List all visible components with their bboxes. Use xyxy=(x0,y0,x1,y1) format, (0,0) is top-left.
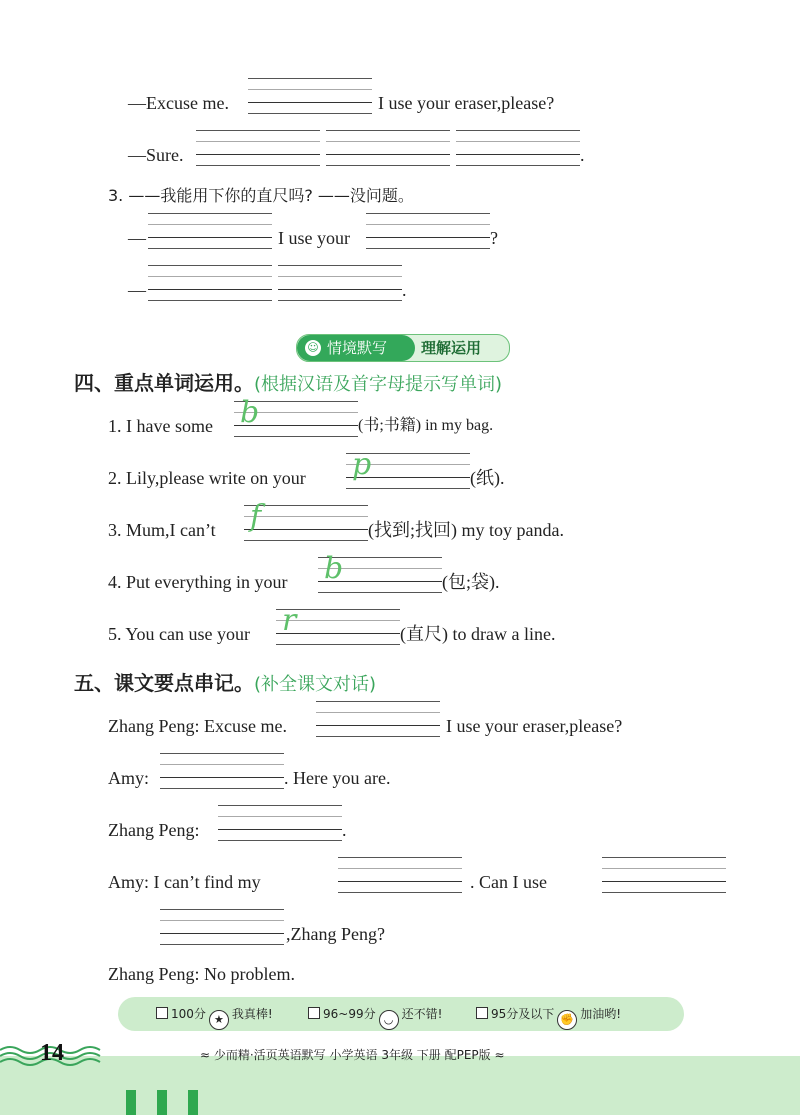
score-96-label: 96~99分 xyxy=(323,1007,376,1021)
s4-item3-before: 3. Mum,I can’t xyxy=(108,520,216,540)
hint-letter: p xyxy=(352,447,372,482)
score-95-text: 加油哟! xyxy=(580,1007,622,1021)
answer-slot[interactable] xyxy=(456,130,580,166)
answer-slot[interactable] xyxy=(278,265,402,301)
period: . xyxy=(580,145,585,165)
ex3-line2-dash: — xyxy=(128,280,146,300)
s5-line1-before: Zhang Peng: Excuse me. xyxy=(108,716,287,736)
s5-line4-mid: . Can I use xyxy=(470,872,547,892)
s5-line6: Zhang Peng: No problem. xyxy=(108,964,295,984)
score-checkbox[interactable] xyxy=(308,1007,320,1019)
s5-line4-before: Amy: I can’t find my xyxy=(108,872,261,892)
s4-item4-after: (包;袋). xyxy=(442,572,500,592)
cheer-face-icon: ✊ xyxy=(557,1010,577,1030)
answer-slot[interactable] xyxy=(148,213,272,249)
page-number: 14 xyxy=(40,1040,64,1066)
answer-slot[interactable] xyxy=(160,909,284,945)
answer-slot[interactable] xyxy=(276,603,400,645)
score-checkbox[interactable] xyxy=(156,1007,168,1019)
footer-band xyxy=(0,1056,800,1115)
answer-slot[interactable] xyxy=(148,265,272,301)
decorative-bar xyxy=(157,1090,167,1115)
answer-slot[interactable] xyxy=(366,213,490,249)
score-96-text: 还不错! xyxy=(401,1007,443,1021)
s4-item5-after: (直尺) to draw a line. xyxy=(400,624,556,644)
ex3-prompt: 3. ——我能用下你的直尺吗? ——没问题。 xyxy=(108,186,414,205)
ex3-line1-mid: I use your xyxy=(278,228,350,248)
section4-title: 四、重点单词运用。 xyxy=(74,371,254,395)
s4-item1-before: 1. I have some xyxy=(108,416,213,436)
period: . xyxy=(402,280,407,300)
s5-line2-after: . Here you are. xyxy=(284,768,391,788)
section5-heading xyxy=(74,670,376,698)
answer-slot[interactable] xyxy=(338,857,462,893)
s4-item2-after: (纸). xyxy=(470,468,505,488)
answer-slot[interactable] xyxy=(248,78,372,114)
hint-letter: b xyxy=(240,395,260,430)
smile-face-icon: ◡ xyxy=(379,1010,399,1030)
s5-line2-before: Amy: xyxy=(108,768,150,788)
s4-item5-before: 5. You can use your xyxy=(108,624,250,644)
answer-slot[interactable] xyxy=(218,805,342,841)
s5-line1-after: I use your eraser,please? xyxy=(446,716,623,736)
s5-line5-after: ,Zhang Peng? xyxy=(286,924,385,944)
star-face-icon: ★ xyxy=(209,1010,229,1030)
hint-letter: r xyxy=(282,603,297,638)
answer-slot[interactable] xyxy=(602,857,726,893)
section5-title: 五、课文要点串记。 xyxy=(74,671,254,695)
score-100-text: 我真棒! xyxy=(231,1007,273,1021)
question-mark: ? xyxy=(490,228,498,248)
section5-instruction: (补全课文对话) xyxy=(254,674,377,695)
answer-slot[interactable] xyxy=(346,447,470,489)
hint-letter: f xyxy=(250,499,262,534)
series-title: ≈ 少而精·活页英语默写 小学英语 3年级 下册 配PEP版 ≈ xyxy=(200,1048,505,1062)
badge-left-label: 情境默写 xyxy=(327,339,388,357)
decorative-bar xyxy=(126,1090,136,1115)
ex2-line2-prefix: —Sure. xyxy=(128,145,184,165)
answer-slot[interactable] xyxy=(318,551,442,593)
s5-line3-before: Zhang Peng: xyxy=(108,820,200,840)
s5-line3-after: . xyxy=(342,820,347,840)
score-95-label: 95分及以下 xyxy=(491,1007,555,1021)
ex3-line1-dash: — xyxy=(128,228,146,248)
score-100-label: 100分 xyxy=(171,1007,206,1021)
answer-slot[interactable] xyxy=(196,130,320,166)
owl-icon: ☺ xyxy=(305,340,321,356)
section4-heading xyxy=(74,370,502,398)
s4-item2-before: 2. Lily,please write on your xyxy=(108,468,306,488)
ex2-line1-suffix: I use your eraser,please? xyxy=(378,93,555,113)
s4-item1-after: (书;书籍) in my bag. xyxy=(358,417,494,434)
answer-slot[interactable] xyxy=(316,701,440,737)
hint-letter: b xyxy=(324,551,344,586)
answer-slot[interactable] xyxy=(160,753,284,789)
s4-item3-after: (找到;找回) my toy panda. xyxy=(368,520,564,540)
score-bar xyxy=(118,997,684,1031)
answer-slot[interactable] xyxy=(326,130,450,166)
s4-item4-before: 4. Put everything in your xyxy=(108,572,288,592)
score-checkbox[interactable] xyxy=(476,1007,488,1019)
decorative-bar xyxy=(188,1090,198,1115)
section4-instruction: (根据汉语及首字母提示写单词) xyxy=(254,374,503,395)
ex2-line1-prefix: —Excuse me. xyxy=(128,93,229,113)
answer-slot[interactable] xyxy=(244,499,368,541)
badge-right-label: 理解运用 xyxy=(421,339,482,357)
answer-slot[interactable] xyxy=(234,395,358,437)
section-badge xyxy=(296,334,510,362)
